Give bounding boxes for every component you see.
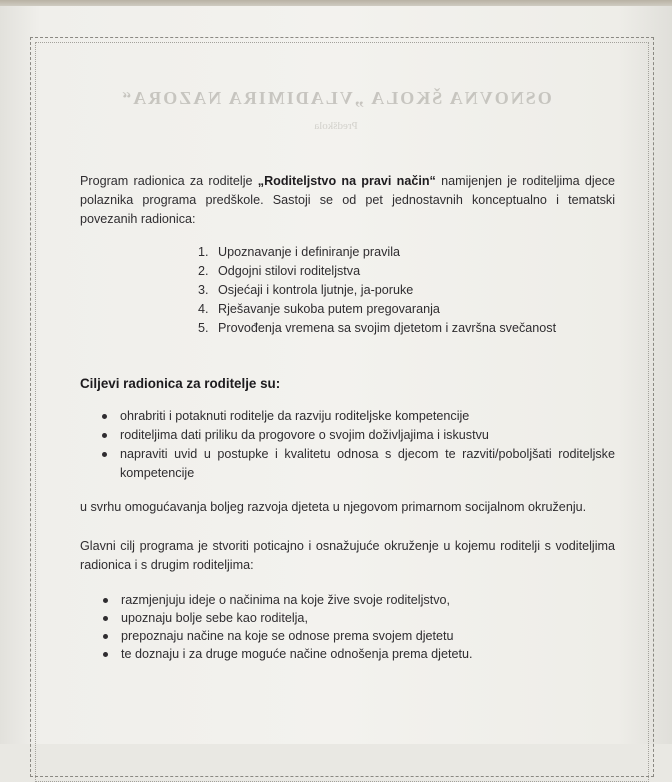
list-item: [120, 426, 615, 445]
list-item: [120, 445, 615, 483]
bullet-icon: [102, 452, 107, 457]
list-item: [121, 609, 615, 627]
bullet-icon: [103, 652, 108, 657]
bullet-icon: [102, 433, 107, 438]
list-item: 5. Provođenja vremena sa svojim djetetom i završna svečanost: [212, 319, 615, 338]
list-item: [121, 645, 615, 663]
goals-list: [80, 407, 615, 483]
bullet-icon: [102, 414, 107, 419]
purpose-paragraph: u svrhu omogućavanja boljeg razvoja djeteta u njegovom primarnom socijalnom okruženju.: [80, 500, 587, 514]
list-item: 2. Odgojni stilovi roditeljstva: [212, 262, 615, 281]
list-item-text: roditeljima dati priliku da progovore o svojim doživljajima i iskustvu: [120, 428, 489, 442]
bleed-through-subtitle: Predškola: [314, 120, 358, 132]
workshop-topics-list: [80, 243, 615, 338]
actions-list: [80, 591, 615, 663]
bullet-icon: [103, 634, 108, 639]
list-item: [121, 627, 615, 645]
program-title: „Roditeljstvo na pravi način“: [257, 174, 436, 188]
list-item: 1. Upoznavanje i definiranje pravila: [212, 243, 615, 262]
document-body: [80, 172, 615, 663]
list-item-text: ohrabriti i potaknuti roditelje da razviju roditeljske kompetencije: [120, 409, 470, 423]
intro-before-title: Program radionica za roditelje: [80, 174, 258, 188]
bullet-icon: [103, 616, 108, 621]
goals-heading: Ciljevi radionica za roditelje su:: [80, 376, 281, 391]
list-item: [121, 591, 615, 609]
list-item-text: napraviti uvid u postupke i kvalitetu odnosa s djecom te razviti/poboljšati roditeljske kompetencije: [120, 447, 615, 480]
list-item-text: prepoznaju načine na koje se odnose prema svojem djetetu: [121, 629, 454, 643]
list-item-text: upoznaju bolje sebe kao roditelja,: [121, 611, 308, 625]
list-item: 3. Osjećaji i kontrola ljutnje, ja-poruke: [212, 281, 615, 300]
main-goal-paragraph: Glavni cilj programa je stvoriti poticajno i osnažujuće okruženje u kojemu roditelji s voditeljima radionica i s drugim roditeljima:: [80, 539, 615, 572]
intro-after-title: namijenjen je roditeljima djece polaznika programa predškole. Sastoji se od pet jednostavnih konceptualno i tematski povezanih radionica:: [80, 174, 616, 226]
list-item: [120, 407, 615, 426]
list-item: 4. Rješavanje sukoba putem pregovaranja: [212, 300, 615, 319]
bullet-icon: [103, 598, 108, 603]
bleed-through-title: OSNOVNA ŠKOLA „VLADIMIRA NAZORA“: [120, 88, 552, 108]
list-item-text: te doznaju i za druge moguće načine odnošenja prema djetetu.: [121, 647, 473, 661]
intro-paragraph: [80, 172, 615, 229]
list-item-text: razmjenjuju ideje o načinima na koje žive svoje roditeljstvo,: [121, 593, 450, 607]
